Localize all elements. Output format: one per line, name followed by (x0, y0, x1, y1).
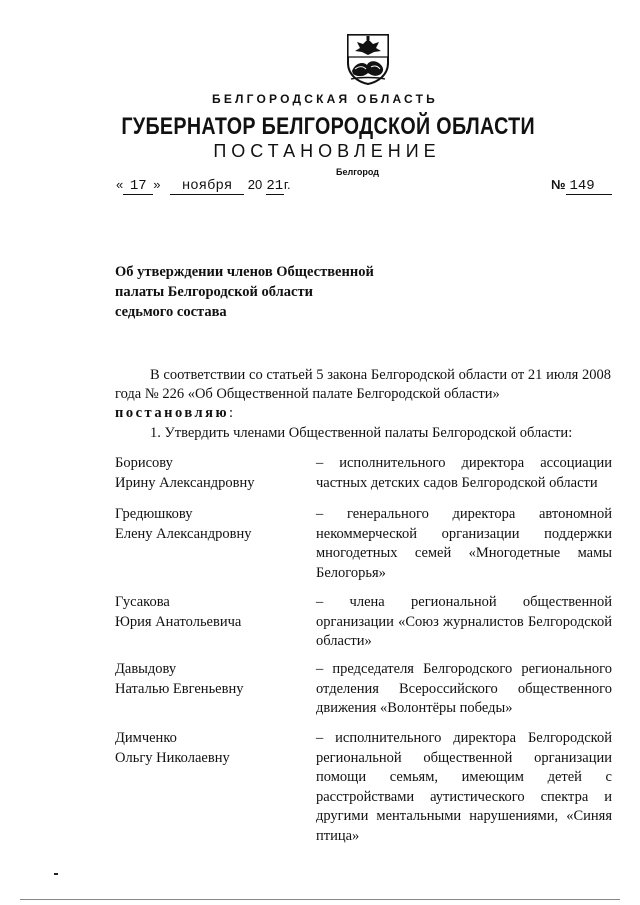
page-bottom-rule (20, 899, 620, 900)
document-type: ПОСТАНОВЛЕНИЕ (213, 141, 441, 161)
title-line: Об утверждении членов Общественной (115, 264, 374, 280)
preamble-text: В соответствии со статьей 5 закона Белгородской области от 21 июля 2008 года № 226 «Об Общественной палате Белгородской области» (115, 367, 611, 402)
member-name (115, 454, 305, 493)
date-year-suffix: 21 (266, 178, 284, 194)
title-line: палаты Белгородской области (115, 284, 313, 300)
item-1: 1. Утвердить членами Общественной палаты Белгородской области: (150, 425, 573, 441)
preamble (115, 366, 611, 423)
member-surname: Борисову (115, 455, 173, 471)
region-heading: БЕЛГОРОДСКАЯ ОБЛАСТЬ (212, 92, 438, 106)
member-role: – члена региональной общественной организации «Союз журналистов Белгородской области» (316, 594, 612, 649)
number-value: 149 (566, 178, 612, 195)
member-name (115, 729, 305, 768)
member-surname: Димченко (115, 730, 177, 746)
date-year-abbr: г. (283, 177, 291, 192)
member-surname: Гредюшкову (115, 506, 193, 522)
decree-number (551, 177, 612, 195)
date-close-quote: » (153, 177, 161, 192)
date-year-prefix: 20 (247, 177, 263, 192)
date-month: ноября (170, 178, 244, 195)
member-surname: Давыдову (115, 661, 177, 677)
member-given-names: Наталью Евгеньевну (115, 680, 244, 697)
member-given-names: Юрия Анатольевича (115, 613, 242, 630)
member-name (115, 660, 305, 699)
member-name (115, 593, 305, 632)
date-line (116, 177, 291, 195)
member-given-names: Ирину Александровну (115, 474, 255, 491)
title-line: седьмого состава (115, 304, 227, 320)
city-label: Белгород (336, 167, 379, 177)
member-given-names: Ольгу Николаевну (115, 749, 230, 766)
member-surname: Гусакова (115, 594, 170, 610)
member-role: – исполнительного директора Белгородской региональной общественной организации помощи семьям, имеющим детей с расстройствами аутистического спектра и другими ментальными нарушениями, «Синяя птица» (316, 730, 612, 844)
resolve-word: постановляю (115, 405, 230, 421)
member-role: – генерального директора автономной некоммерческой организации поддержки многодетных семей «Многодетные мамы Белогорья» (316, 506, 612, 581)
number-label: № (551, 177, 566, 192)
date-open-quote: « (116, 177, 124, 192)
resolve-suffix: : (229, 405, 234, 421)
scan-mark (54, 873, 58, 875)
member-name (115, 505, 305, 544)
date-day: 17 (123, 178, 153, 195)
member-given-names: Елену Александровну (115, 525, 252, 542)
coat-of-arms-icon (345, 33, 391, 85)
decree-title (115, 262, 415, 322)
member-role: – исполнительного директора ассоциации частных детских садов Белгородской области (316, 455, 612, 491)
governor-heading: ГУБЕРНАТОР БЕЛГОРОДСКОЙ ОБЛАСТИ (121, 113, 535, 140)
member-role: – председателя Белгородского регионального отделения Всероссийского общественного движения «Волонтёры победы» (316, 661, 612, 716)
